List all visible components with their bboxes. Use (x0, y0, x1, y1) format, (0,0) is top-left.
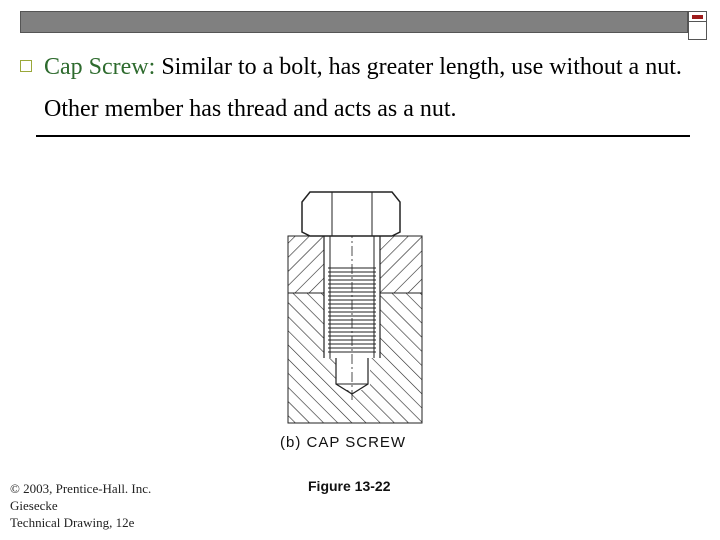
term-label: Cap Screw: (44, 54, 156, 80)
slide-body-text (44, 46, 694, 130)
term-description: Similar to a bolt, has greater length, use without a nut. Other member has thread and acts as a nut. (44, 54, 682, 122)
figure-caption: (b) CAP SCREW (280, 434, 407, 451)
copyright-line: © 2003, Prentice-Hall. Inc. (10, 481, 152, 496)
header-bar (20, 11, 688, 33)
bullet-square-icon (20, 60, 32, 72)
divider-line (36, 135, 690, 137)
copyright-notice (10, 480, 151, 531)
corner-decoration (688, 11, 707, 40)
author-line: Giesecke (10, 498, 58, 513)
figure-number: Figure 13-22 (308, 478, 391, 494)
book-line: Technical Drawing, 12e (10, 515, 135, 530)
